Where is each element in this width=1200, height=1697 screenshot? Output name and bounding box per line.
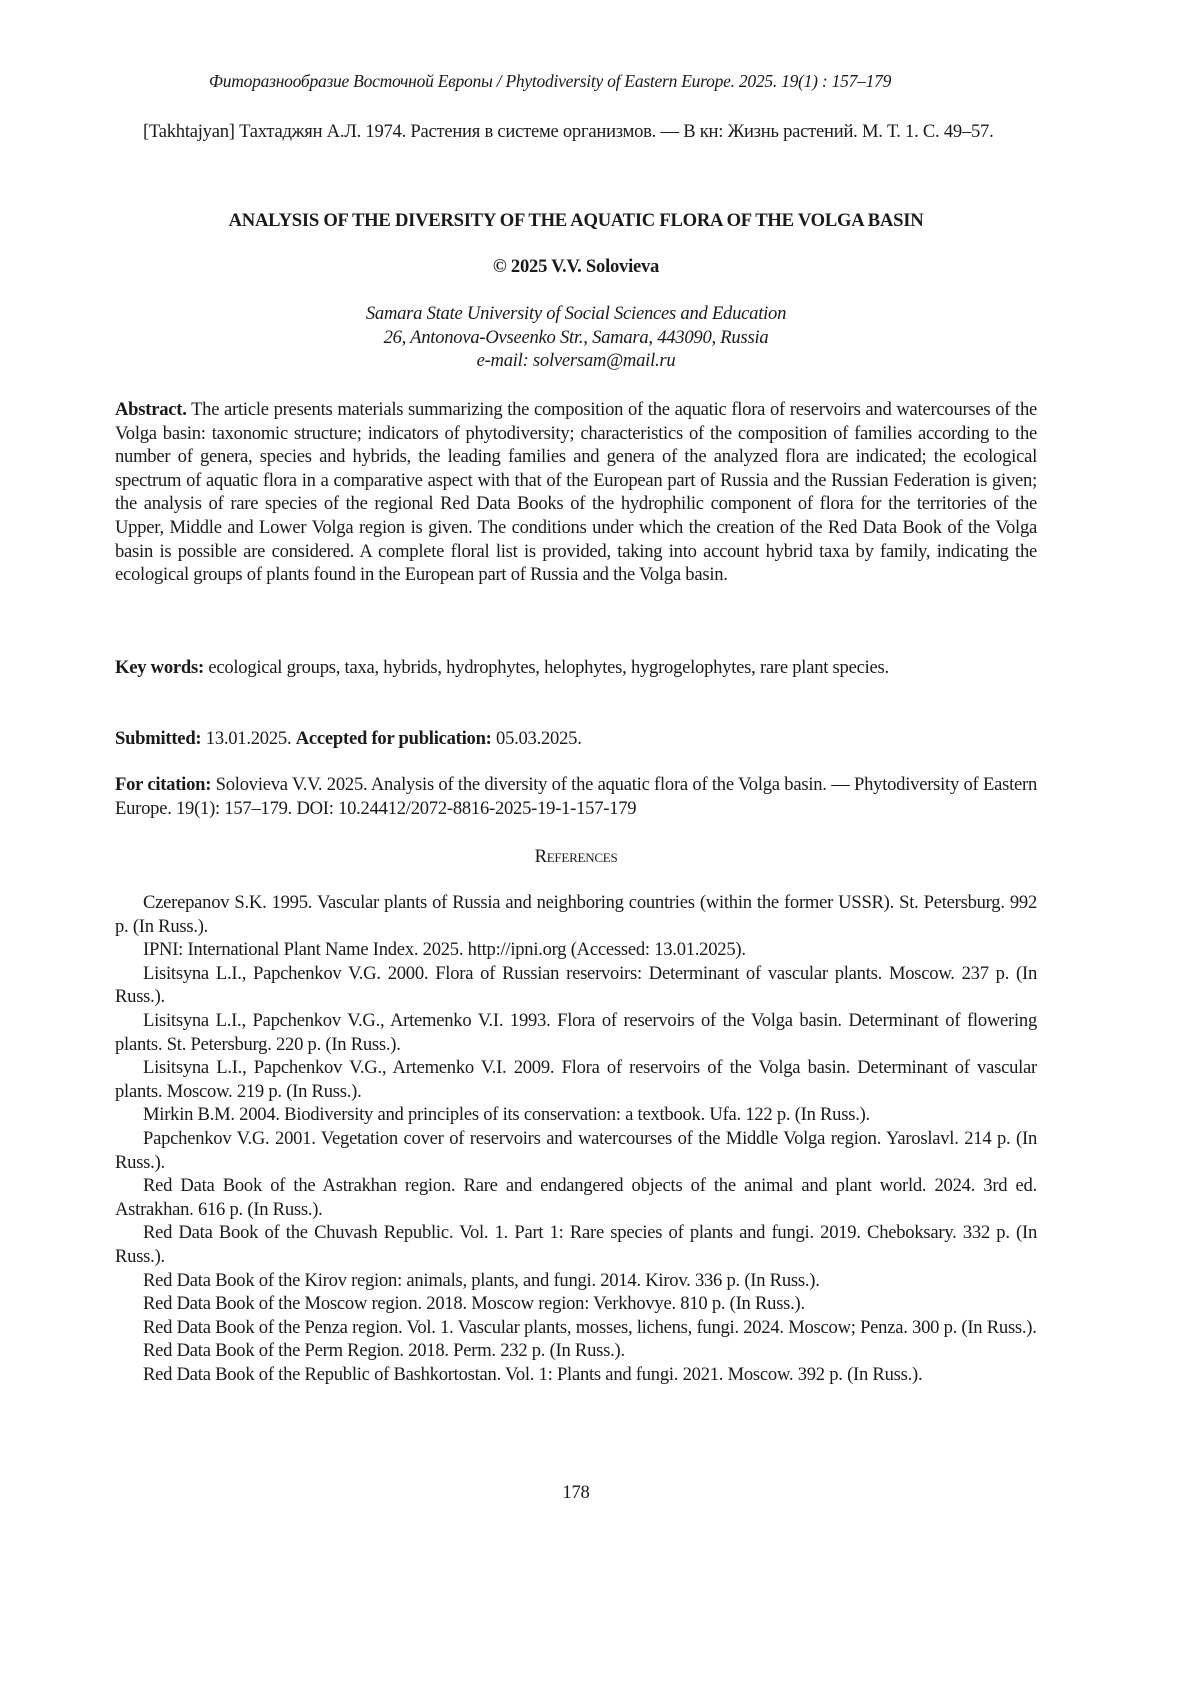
abstract [115, 398, 1037, 587]
reference-item: Czerepanov S.K. 1995. Vascular plants of Russia and neighboring countries (within the former USSR). St. Petersburg. 992 p. (In Russ.). [115, 891, 1037, 938]
references-list [115, 891, 1037, 1386]
affiliation [115, 302, 1037, 373]
reference-item: IPNI: International Plant Name Index. 2025. http://ipni.org (Accessed: 13.01.2025). [115, 938, 1037, 962]
institution: Samara State University of Social Sciences and Education [115, 302, 1037, 326]
reference-item: Red Data Book of the Republic of Bashkortostan. Vol. 1: Plants and fungi. 2021. Moscow. 392 p. (In Russ.). [115, 1363, 1037, 1387]
reference-item: Papchenkov V.G. 2001. Vegetation cover of reservoirs and watercourses of the Middle Volga region. Yaroslavl. 214 p. (In Russ.). [115, 1127, 1037, 1174]
reference-item: Red Data Book of the Perm Region. 2018. Perm. 232 p. (In Russ.). [115, 1339, 1037, 1363]
article-author: © 2025 V.V. Solovieva [115, 255, 1037, 279]
dates [115, 727, 1037, 751]
page-number: 178 [115, 1481, 1037, 1505]
reference-item: Red Data Book of the Moscow region. 2018. Moscow region: Verkhovye. 810 p. (In Russ.). [115, 1292, 1037, 1316]
submitted-date: 13.01.2025. [206, 728, 292, 749]
reference-item: Lisitsyna L.I., Papchenkov V.G., Artemenko V.I. 2009. Flora of reservoirs of the Volga basin. Determinant of vascular plants. Moscow. 219 p. (In Russ.). [115, 1056, 1037, 1103]
accepted-date: 05.03.2025. [496, 728, 582, 749]
reference-item: Red Data Book of the Penza region. Vol. 1. Vascular plants, mosses, lichens, fungi. 2024. Moscow; Penza. 300 p. (In Russ.). [115, 1316, 1037, 1340]
abstract-text: The article presents materials summarizing the composition of the aquatic flora of reservoirs and watercourses of the Volga basin: taxonomic structure; indicators of phytodiversity; characteristics of the composition of families according to the number of genera, species and hybrids, the leading families and genera of the analyzed flora are indicated; the ecological spectrum of aquatic flora in a comparative aspect with that of the European part of Russia and the Russian Federation is given; the analysis of rare species of the regional Red Data Books of the hydrophilic component of flora for the territories of the Upper, Middle and Lower Volga region is given. The conditions under which the creation of the Red Data Book of the Volga basin is possible are considered. A complete floral list is provided, taking into account hybrid taxa by family, indicating the ecological groups of plants found in the European part of Russia and the Volga basin. [115, 399, 1037, 585]
citation [115, 773, 1037, 820]
reference-item: Lisitsyna L.I., Papchenkov V.G. 2000. Flora of Russian reservoirs: Determinant of vascular plants. Moscow. 237 p. (In Russ.). [115, 962, 1037, 1009]
reference-item: Red Data Book of the Kirov region: animals, plants, and fungi. 2014. Kirov. 336 p. (In Russ.). [115, 1269, 1037, 1293]
previous-reference: [Takhtajyan] Тахтаджян А.Л. 1974. Растения в системе организмов. — В кн: Жизнь растений. М. Т. 1. С. 49–57. [115, 120, 1037, 144]
keywords [115, 656, 1037, 680]
reference-item: Lisitsyna L.I., Papchenkov V.G., Artemenko V.I. 1993. Flora of reservoirs of the Volga basin. Determinant of flowering plants. St. Petersburg. 220 p. (In Russ.). [115, 1009, 1037, 1056]
keywords-label: Key words: [115, 657, 204, 678]
abstract-label: Abstract. [115, 399, 187, 420]
reference-item: Red Data Book of the Chuvash Republic. Vol. 1. Part 1: Rare species of plants and fungi. 2019. Cheboksary. 332 p. (In Russ.). [115, 1221, 1037, 1268]
article-title: ANALYSIS OF THE DIVERSITY OF THE AQUATIC FLORA OF THE VOLGA BASIN [115, 209, 1037, 233]
references-heading: References [115, 845, 1037, 869]
accepted-label: Accepted for publication: [296, 728, 492, 749]
submitted-label: Submitted: [115, 728, 201, 749]
citation-text: Solovieva V.V. 2025. Analysis of the diversity of the aquatic flora of the Volga basin. — Phytodiversity of Eastern Europe. 19(1): 157–179. DOI: 10.24412/2072-8816-2025-19-1-157-179 [115, 774, 1037, 819]
reference-item: Mirkin B.M. 2004. Biodiversity and principles of its conservation: a textbook. Ufa. 122 p. (In Russ.). [115, 1103, 1037, 1127]
keywords-text: ecological groups, taxa, hybrids, hydrophytes, helophytes, hygrogelophytes, rare plant species. [208, 657, 889, 678]
reference-item: Red Data Book of the Astrakhan region. Rare and endangered objects of the animal and plant world. 2024. 3rd ed. Astrakhan. 616 p. (In Russ.). [115, 1174, 1037, 1221]
email: e-mail: solversam@mail.ru [115, 349, 1037, 373]
running-header: Фиторазнообразие Восточной Европы / Phytodiversity of Eastern Europe. 2025. 19(1) : 157–179 [150, 70, 950, 94]
citation-label: For citation: [115, 774, 211, 795]
address: 26, Antonova-Ovseenko Str., Samara, 443090, Russia [115, 326, 1037, 350]
